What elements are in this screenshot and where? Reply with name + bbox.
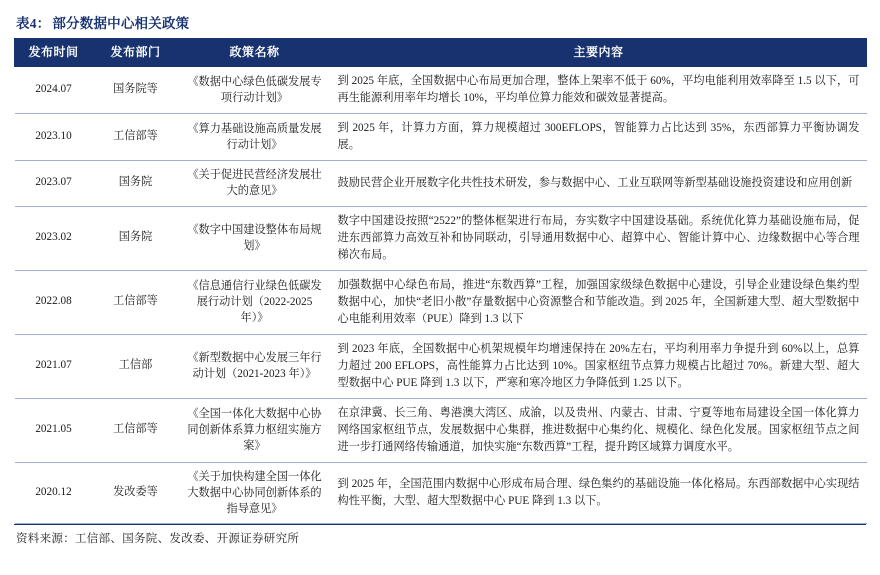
policy-table <box>14 38 867 524</box>
table-caption-text: 部分数据中心相关政策 <box>52 16 190 31</box>
column-header-policy-name: 政策名称 <box>179 39 331 67</box>
table-row <box>15 334 867 398</box>
cell-main-content: 到 2025 年，计算力方面，算力规模超过 300EFLOPS，智能算力占比达到 35%，东西部算力平衡协调发展。 <box>331 114 867 161</box>
cell-main-content: 加强数据中心绿色布局，推进“东数西算”工程，加强国家级绿色数据中心建设，引导企业建设绿色集约型数据中心，加快“老旧小散”存量数据中心资源整合和节能改造。到 2025 年，全国新建大型、超大型数据中心电能利用效率（PUE）降到 1.3 以下 <box>331 270 867 334</box>
column-header-department: 发布部门 <box>93 39 179 67</box>
cell-main-content: 数字中国建设按照“2522”的整体框架进行布局，夯实数字中国建设基础。系统优化算力基础设施布局，促进东西部算力高效互补和协同联动，引导通用数据中心、超算中心、智能计算中心、边缘数据中心等合理梯次布局。 <box>331 206 867 270</box>
source-note: 资料来源：工信部、国务院、发改委、开源证券研究所 <box>16 533 300 546</box>
cell-main-content: 到 2025 年底，全国数据中心布局更加合理，整体上架率不低于 60%，平均电能利用效率降至 1.5 以下，可再生能源利用率年均增长 10%，平均单位算力能效和碳效显著提高。 <box>331 67 867 114</box>
cell-main-content: 鼓励民营企业开展数字化共性技术研发，参与数据中心、工业互联网等新型基础设施投资建设和应用创新 <box>331 161 867 206</box>
table-bottom-rule <box>14 524 866 525</box>
cell-policy-name: 《关于加快构建全国一体化大数据中心协同创新体系的指导意见》 <box>179 462 331 524</box>
cell-date: 2021.07 <box>15 334 93 398</box>
cell-date: 2023.02 <box>15 206 93 270</box>
cell-date: 2022.08 <box>15 270 93 334</box>
cell-main-content: 到 2025 年，全国范围内数据中心形成布局合理、绿色集约的基础设施一体化格局。东西部数据中心实现结构性平衡，大型、超大型数据中心 PUE 降到 1.3 以下。 <box>331 462 867 524</box>
cell-main-content: 在京津冀、长三角、粤港澳大湾区、成渝，以及贵州、内蒙古、甘肃、宁夏等地布局建设全国一体化算力网络国家枢纽节点，发展数据中心集群，推进数据中心集约化、规模化、绿色化发展。国家枢纽节点之间进一步打通网络传输通道，加快实施“东数西算”工程，提升跨区域算力调度水平。 <box>331 398 867 462</box>
cell-policy-name: 《算力基础设施高质量发展行动计划》 <box>179 114 331 161</box>
cell-date: 2021.05 <box>15 398 93 462</box>
cell-policy-name: 《信息通信行业绿色低碳发展行动计划（2022-2025 年）》 <box>179 270 331 334</box>
table-row <box>15 67 867 114</box>
table-caption-label: 表4： <box>16 16 51 31</box>
cell-date: 2020.12 <box>15 462 93 524</box>
table-row <box>15 462 867 524</box>
table-row <box>15 114 867 161</box>
table-header-row <box>15 39 867 67</box>
table-row <box>15 206 867 270</box>
cell-policy-name: 《新型数据中心发展三年行动计划（2021-2023 年）》 <box>179 334 331 398</box>
cell-date: 2024.07 <box>15 67 93 114</box>
cell-department: 发改委等 <box>93 462 179 524</box>
column-header-date: 发布时间 <box>15 39 93 67</box>
cell-department: 国务院 <box>93 206 179 270</box>
cell-policy-name: 《数据中心绿色低碳发展专项行动计划》 <box>179 67 331 114</box>
cell-policy-name: 《全国一体化大数据中心协同创新体系算力枢纽实施方案》 <box>179 398 331 462</box>
cell-department: 国务院等 <box>93 67 179 114</box>
cell-main-content: 到 2023 年底，全国数据中心机架规模年均增速保持在 20%左右，平均利用率力争提升到 60%以上，总算力超过 200 EFLOPS，高性能算力占比达到 10%。国家枢纽节点算力规模占比超过 70%。新建大型、超大型数据中心 PUE 降到 1.3 以下，严寒和寒冷地区力争降低到 1.25 以下。 <box>331 334 867 398</box>
cell-policy-name: 《关于促进民营经济发展壮大的意见》 <box>179 161 331 206</box>
cell-department: 工信部 <box>93 334 179 398</box>
cell-department: 国务院 <box>93 161 179 206</box>
table-row <box>15 398 867 462</box>
table-row <box>15 270 867 334</box>
cell-department: 工信部等 <box>93 270 179 334</box>
table-caption <box>16 12 866 32</box>
table-row <box>15 161 867 206</box>
cell-department: 工信部等 <box>93 114 179 161</box>
column-header-main-content: 主要内容 <box>331 39 867 67</box>
cell-policy-name: 《数字中国建设整体布局规划》 <box>179 206 331 270</box>
cell-date: 2023.10 <box>15 114 93 161</box>
cell-department: 工信部等 <box>93 398 179 462</box>
cell-date: 2023.07 <box>15 161 93 206</box>
